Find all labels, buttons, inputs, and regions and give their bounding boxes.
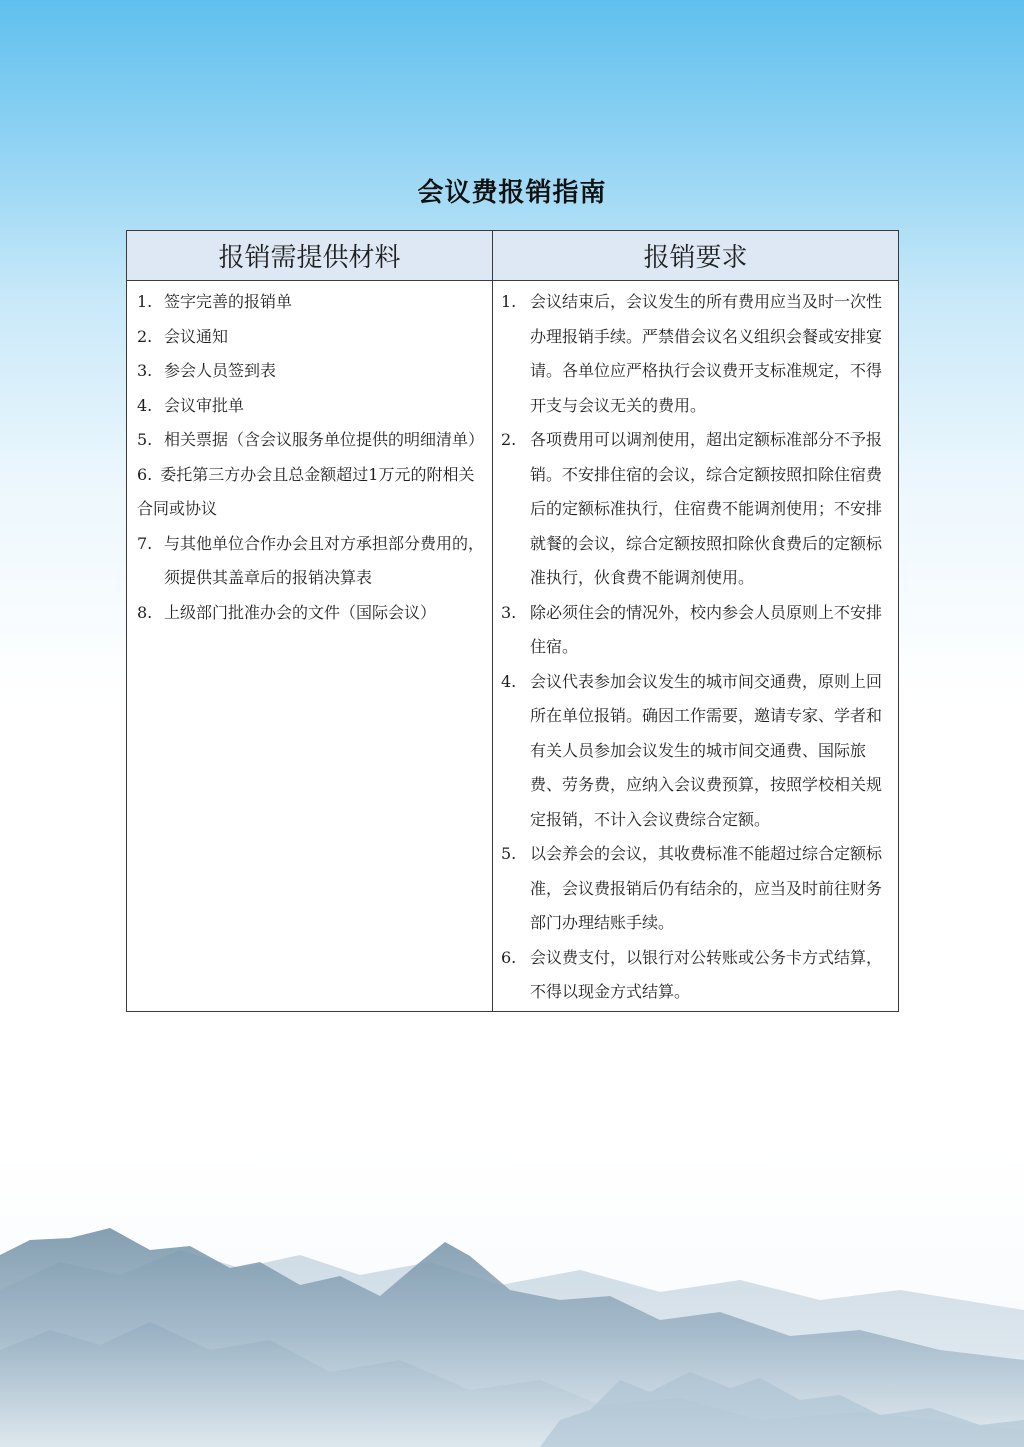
material-item: 2. 会议通知: [137, 326, 229, 346]
requirements-cell: [493, 281, 899, 1012]
requirement-item: 2. 各项费用可以调剂使用，超出定额标准部分不予报销。不安排住宿的会议，综合定额按照扣除住宿费后的定额标准执行，住宿费不能调剂使用；不安排就餐的会议，综合定额按照扣除伙食费后的定额标准执行，伙食费不能调剂使用。: [501, 430, 883, 587]
material-item: 4. 会议审批单: [137, 395, 245, 415]
material-item: 8. 上级部门批准办会的文件（国际会议）: [137, 602, 437, 622]
materials-cell: [127, 281, 493, 1012]
requirement-item: 3. 除必须住会的情况外，校内参会人员原则上不安排住宿。: [501, 602, 883, 656]
reimbursement-guide-table: [126, 230, 899, 1012]
requirement-item: 1. 会议结束后，会议发生的所有费用应当及时一次性办理报销手续。严禁借会议名义组织会餐或安排宴请。各单位应严格执行会议费开支标准规定，不得开支与会议无关的费用。: [501, 292, 883, 415]
material-item: 5. 相关票据（含会议服务单位提供的明细清单）: [137, 430, 485, 449]
material-item: 6. 委托第三方办会且总金额超过1万元的附相关合同或协议: [137, 464, 475, 518]
material-item: 1. 签字完善的报销单: [137, 292, 293, 311]
page-title: 会议费报销指南: [417, 178, 607, 208]
material-item: 7. 与其他单位合作办会且对方承担部分费用的，须提供其盖章后的报销决算表: [137, 533, 485, 587]
header-materials: 报销需提供材料: [127, 231, 493, 281]
material-item: 3. 参会人员签到表: [137, 361, 277, 380]
requirement-item: 5. 以会养会的会议，其收费标准不能超过综合定额标准，会议费报销后仍有结余的，应当及时前往财务部门办理结账手续。: [501, 844, 883, 932]
requirement-item: 6. 会议费支付，以银行对公转账或公务卡方式结算，不得以现金方式结算。: [501, 947, 883, 1001]
header-requirements: 报销要求: [493, 231, 899, 281]
requirement-item: 4. 会议代表参加会议发生的城市间交通费，原则上回所在单位报销。确因工作需要，邀请专家、学者和有关人员参加会议发生的城市间交通费、国际旅费、劳务费，应纳入会议费预算，按照学校相关规定报销，不计入会议费综合定额。: [501, 671, 883, 829]
